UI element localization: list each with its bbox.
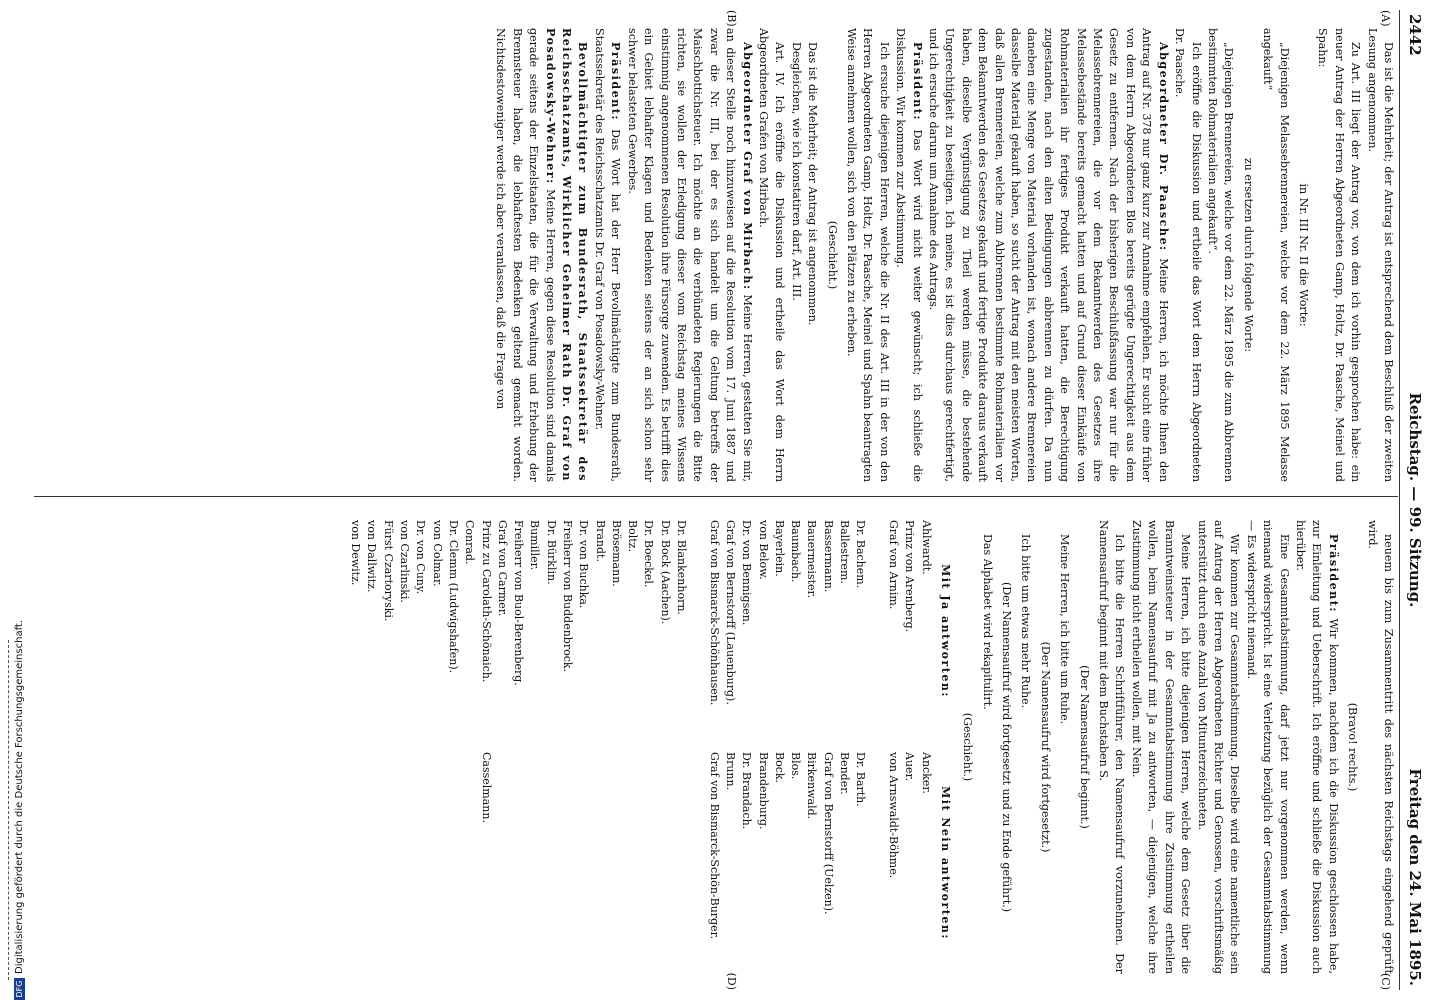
paragraph: Ich eröffne die Diskussion und ertheile das Wort dem Herrn Abgeordneten Dr. Paasche.	[1173, 28, 1203, 482]
footer-text: Digitalisierung gefördert durch die Deutsche Forschungsgemeinschaft.	[14, 619, 25, 974]
session-title: Reichstag. — 99. Sitzung.	[1406, 392, 1424, 608]
quote: „Diejenigen Brennereien, welche vor dem 22. März 1895 die zum Abbrennen bestimmten Rohmaterialien angekauft“.	[1205, 28, 1236, 482]
vote-lists	[347, 520, 956, 974]
yes-list	[347, 520, 934, 742]
speaker-name: Präsident:	[910, 42, 924, 121]
header-rule	[1399, 10, 1400, 990]
member-name: Bassermann.	[821, 520, 835, 593]
member-name: Fürst Czartoryski.	[381, 520, 395, 622]
member-name: von Colmar.	[430, 520, 444, 587]
paragraph: Das ist die Mehrheit; der Antrag ist angenommen.	[806, 42, 820, 326]
stage-note: (Geschieht.)	[961, 712, 975, 782]
member-name: Dr. Brandach.	[740, 752, 754, 830]
member-name: Ballestrem.	[838, 520, 852, 584]
member-name	[868, 520, 884, 742]
stage-note: (Der Namensaufruf wird fortgesetzt.)	[1038, 641, 1052, 853]
margin-mark-b: (B)	[725, 10, 738, 27]
member-name: Blos.	[789, 752, 803, 780]
member-name: Dr. Boeckel.	[642, 520, 656, 588]
member-name	[673, 752, 689, 974]
no-list	[347, 752, 934, 974]
paragraph: Das Alphabet wird rekapitulirt.	[980, 534, 994, 710]
member-name: Brandenburg.	[756, 752, 770, 830]
speech	[492, 28, 590, 482]
column-divider	[34, 496, 1398, 497]
member-name: von Dewitz.	[349, 520, 363, 586]
member-name: Bauermeister.	[805, 520, 819, 599]
speech-text: Meine Herren, gestatten Sie mir, an dieser Stelle noch hinzuweisen auf die Resolution vom 17. Juni 1887 und zwar die Nr. III, bei der es sich handelt um die Geltung betreffs der Maischbottichsteuer. Ich möchte an die verbündeten Regierungen die Bitte richten, sie wollen der Erledigung dieser vom Reichstag meines Wissens einstimmig angenommenen Resolution ihre Fürsorge zuwenden. Es betrifft dies ein Gebiet lebhafter Klagen und Bedenken seitens der an sich schon sehr schwer belasteten Gewerbes.	[625, 28, 754, 482]
paragraph: neuem bis zum Zusammentritt des nächsten Reichstags eingehend geprüft wird.	[1365, 520, 1395, 974]
member-name: Prinz von Arenberg.	[903, 520, 917, 633]
stage-note: (Der Namensaufruf beginnt.)	[1077, 665, 1091, 829]
member-name: Prinz zu Carolath-Schönaich.	[479, 520, 493, 683]
member-name	[608, 752, 624, 974]
speaker-name: Präsident:	[1326, 534, 1340, 613]
member-name	[510, 752, 526, 974]
paragraph: Wir kommen zur Gesammtabstimmung. Dieselbe wird eine namentliche sein auf Antrag der Herren Abgeordneten Richter und Genossen, vorschriftsmäßig unterstützt durch eine Anzahl von Mitunterzeichneten.	[1195, 520, 1242, 974]
member-name: Brösemann.	[609, 520, 623, 587]
footer	[14, 0, 28, 1000]
member-name: Graf von Bismarck-Schönhausen.	[707, 520, 721, 706]
member-name: Graf von Bernstorff (Uelzen).	[821, 752, 835, 915]
member-name	[689, 752, 705, 974]
member-name: Dr. Bock (Aachen).	[658, 520, 672, 625]
bottom-rule	[2, 640, 9, 980]
dfg-logo: DFG	[14, 978, 25, 1000]
member-name: Auer.	[903, 752, 917, 782]
speaker-name: Abgeordneter Dr. Paasche:	[1156, 42, 1170, 252]
member-name	[657, 752, 673, 974]
speech	[892, 28, 925, 482]
member-name: Dr. von Buchka.	[577, 520, 591, 609]
paragraph: Ich bitte die Herren Schriftführer, den Namensaufruf vorzunehmen. Der Namensaufruf beginnt mit dem Buchstaben S.	[1097, 520, 1127, 974]
paragraph: Meine Herren, ich bitte diejenigen Herren, welche dem Gesetz über die Branntweinsteuer in der Gesammtabstimmung ihre Zustimmung ertheilen wollen, beim Namensaufruf mit Ja zu antworten, — diejenigen, welche ihre Zustimmung nicht ertheilen wollen, mit Nein.	[1129, 520, 1193, 974]
member-name	[526, 752, 542, 974]
speech	[1292, 520, 1341, 974]
member-name: Birkenwald.	[805, 752, 819, 820]
stage-note: (Der Namensaufruf wird fortgesetzt und zu Ende geführt.)	[1000, 581, 1014, 913]
member-name: Dr. Bürklin.	[544, 520, 558, 585]
speech-text: Das Wort hat der Herr Bevollmächtigte zum Bundesrath, Staatssekretär des Reichsschatzamts Dr. Graf von Posadowsky-Wehner.	[592, 28, 623, 482]
member-name: Dr. von Bennigsen.	[740, 520, 754, 626]
paragraph: Ich ersuche diejenigen Herren, welche die Nr. II des Art. III in der von den Herren Abgeordneten Gamp, Holtz, Dr. Paasche, Meinel und Spahn beantragten Weise annehmen wollen, sich von den Plätzen zu erheben.	[845, 28, 891, 482]
quote: „Diejenigen Melassebrennereien, welche vor dem 22. März 1895 Melasse angekauft“	[1261, 28, 1291, 482]
member-name: von Below.	[756, 520, 770, 580]
member-name	[868, 752, 884, 974]
member-name: Dr. Bachem.	[854, 520, 868, 589]
margin-mark-d: (D)	[725, 972, 738, 990]
speech-text: Das Wort wird nicht weiter gewünscht; ich schließe die Diskussion. Wir kommen zur Abstimmung.	[894, 28, 924, 482]
stage-note: (Geschieht.)	[825, 220, 839, 290]
speech-text: Meine Herren, gegen diese Resolution sind damals gerade seitens der Einzelstaaten, die für die Verwaltung und Erhebung der Brennsteuer haben, die lebhaftesten Bedenken geltend gemacht worden. Nichtsdestoweniger werde ich aber veranlassen, daß die Frage von	[494, 28, 557, 482]
no-heading: Mit Nein antworten:	[938, 786, 952, 940]
member-name: von Czarlinski.	[398, 520, 412, 603]
member-name	[542, 752, 558, 974]
paragraph: Art. IV. Ich eröffne die Diskussion und ertheile das Wort dem Herrn Abgeordneten Grafen von Mirbach.	[756, 28, 787, 482]
stage-note: (Bravo! rechts.)	[1346, 702, 1360, 792]
member-name: Graf von Bernstorff (Lauenburg).	[723, 520, 737, 705]
member-name	[640, 752, 656, 974]
left-column	[36, 28, 1396, 482]
member-name: Brandt.	[593, 520, 607, 562]
member-name: Brunn.	[723, 752, 737, 791]
yes-heading: Mit Ja antworten:	[938, 564, 952, 698]
paragraph: Meine Herren, ich bitte um Ruhe.	[1058, 534, 1072, 725]
paragraph: Das ist die Mehrheit; der Antrag ist entsprechend dem Beschluß der zweiten Lesung angenommen.	[1365, 28, 1395, 482]
speaker-name: Abgeordneter Graf von Mirbach:	[740, 42, 754, 291]
member-name: von Arnswaldt-Böhme.	[886, 752, 900, 879]
member-name: von Dallwitz.	[365, 520, 379, 593]
paragraph: zu ersetzen durch folgende Worte:	[1241, 157, 1255, 353]
speech	[623, 28, 754, 482]
member-name: Dr. von Cuny.	[414, 520, 428, 595]
paragraph: Desgleichen, wie ich konstatiren darf, Art. III.	[789, 42, 803, 301]
speaker-name: Bevollmächtigter zum Bundesrath, Staatssekretär des Reichsschatzamts, Wirklicher Geheimer Rath Dr. Graf von Posadowsky-Wehner:	[543, 28, 590, 482]
member-name: Ahlwardt.	[919, 520, 933, 575]
paragraph: Zu Art. III liegt der Antrag vor, von dem ich vorhin gesprochen habe: ein neuer Antrag der Herren Abgeordneten Gamp, Holtz, Dr. Paasche, Meinel und Spahn:	[1316, 28, 1363, 482]
paragraph: in Nr. III Nr. II die Worte:	[1296, 183, 1310, 327]
speech	[591, 28, 624, 482]
member-name: Graf von Carmer.	[495, 520, 509, 617]
speech-text: Wir kommen, nachdem ich die Diskussion geschlossen habe, zur Einleitung und Ueberschrift. Ich eröffne und schließe die Diskussion auch hierüber.	[1293, 520, 1340, 974]
session-date: Freitag den 24. Mai 1895.	[1406, 768, 1424, 986]
page-number: 2442	[1406, 14, 1424, 56]
member-name	[689, 520, 705, 742]
member-name: Dr. Blankenhorn.	[675, 520, 689, 615]
member-name: Graf von Arnim.	[886, 520, 900, 610]
member-name: Freiherr von Buol-Berenberg.	[512, 520, 526, 686]
member-name: Bumiller.	[528, 520, 542, 571]
paragraph: Ich bitte um etwas mehr Ruhe.	[1019, 534, 1033, 709]
right-column	[36, 520, 1396, 974]
margin-mark-a: (A)	[1379, 10, 1392, 27]
member-name: Graf von Bismarck-Schön-Burger.	[707, 752, 721, 940]
member-name: Dr. Clemm (Ludwigshafen).	[446, 520, 460, 674]
speaker-name: Präsident:	[609, 42, 623, 121]
speech-text: Meine Herren, ich möchte Ihnen den Antrag auf Nr. 378 nur ganz kurz zur Annahme empfehlen. Er sucht eine früher von dem Herrn Abgeordneten Blos bereits gerügte Ungerechtigkeit aus dem Gesetz zu entfernen. Nach der bisherigen Beschlußfassung war nur für die Melassebrennereien, die vor dem Bekanntwerden des Gesetzes ihre Melassebestände bereits gemacht hatten und auf Grund dieser Einkäufe von Rohmaterialien ihr fertiges Produkt verkauft hatten, die Berechtigung zugestanden, nach den alten Bedingungen abbrennen zu dürfen. Da nun daneben eine Menge von Material vorhanden ist, wonach andere Brennereien dasselbe Material gekauft haben, so sucht der Antrag mit den meisten Worten, daß allen Brennereien, welche zum Abbrennen bestimmte Rohmaterialien vor dem Bekanntwerden des Gesetzes gekauft und fertige Produkte daraus verkauft haben, dieselbe Vergünstigung zu Theil werden müsse, die bestehende Ungerechtigkeit zu beseitigen. Ich meine, es ist dies durchaus gerechtfertigt, und ich ersuche darum um Annahme des Antrags.	[927, 28, 1170, 482]
member-name: Boltz.	[626, 520, 640, 552]
member-name: Bender.	[838, 752, 852, 795]
member-name	[591, 752, 607, 974]
member-name: Conrad.	[463, 520, 477, 565]
member-name	[624, 752, 640, 974]
member-name: Dr. Barth.	[854, 752, 868, 807]
paragraph: Eine Gesammtabstimmung, darf jetzt nur vorgenommen werden, wenn niemand widerspricht. Ist eine Verletzung bezüglich der Gesammtabstimmung — Es widerspricht niemand.	[1244, 520, 1291, 974]
member-name: Baumbach.	[789, 520, 803, 583]
member-name	[575, 752, 591, 974]
member-name	[559, 752, 575, 974]
member-name: Casselmann.	[479, 752, 493, 823]
page-header	[1400, 14, 1428, 986]
member-name: Bock.	[772, 752, 786, 784]
speech	[925, 28, 1171, 482]
member-name: Bayerlein.	[772, 520, 786, 577]
member-name	[494, 752, 510, 974]
margin-mark-c: (C)	[1379, 973, 1392, 990]
member-name: Freiherr von Buddenbrock.	[561, 520, 575, 673]
member-name: Ancker.	[919, 752, 933, 794]
